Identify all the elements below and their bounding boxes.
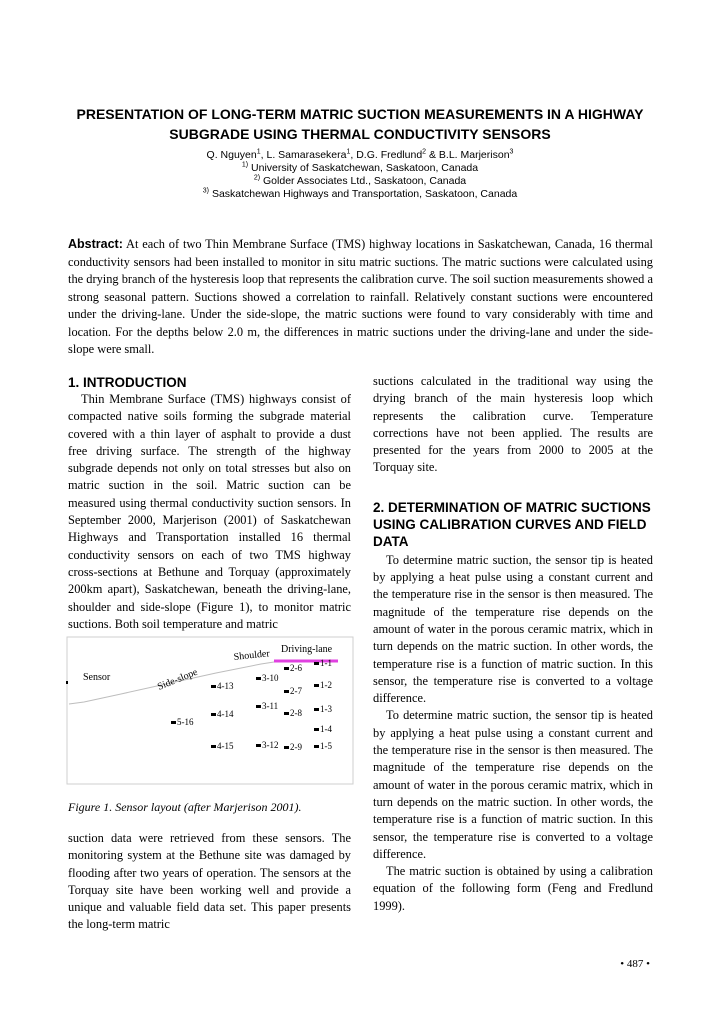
sensor-marker-3-11 [256, 705, 261, 708]
right-column [373, 373, 653, 915]
sensor-marker-1-4 [314, 728, 319, 731]
sensor-label-3-12: 3-12 [262, 740, 279, 750]
label-driving-lane: Driving-lane [281, 644, 333, 655]
sensor-layout-diagram [66, 636, 356, 788]
figure-frame [67, 637, 353, 784]
sensor-label-2-9: 2-9 [290, 742, 302, 752]
sensor-marker-1-1 [314, 662, 319, 665]
affiliation-2 [60, 175, 660, 188]
figure-sensor-layout [66, 636, 356, 788]
paragraph: To determine matric suction, the sensor tip is heated by applying a heat pulse using a constant current and the temperature rise in the sensor is then measured. The magnitude of the temperature rise depends on the amount of water in the porous ceramic matrix, which in turn depends on the matric suction. In other words, the temperature rise is a function of matric suction. In this sensor, the temperature rise is converted to a voltage difference. [373, 708, 653, 861]
sensor-marker-4-15 [211, 745, 216, 748]
author-block [60, 149, 660, 201]
sensor-marker-1-3 [314, 708, 319, 711]
sensor-marker-2-9 [284, 746, 289, 749]
sensor-label-3-10: 3-10 [262, 673, 279, 683]
affiliation-text: University of Saskatchewan, Saskatoon, Canada [251, 162, 479, 174]
abstract [68, 236, 653, 359]
sensor-marker-2-7 [284, 690, 289, 693]
sensor-label-2-6: 2-6 [290, 663, 302, 673]
introduction-body-continued [68, 830, 351, 934]
author-affiliation-mark: 1 [256, 148, 261, 156]
author-name: L. Samarasekera [266, 149, 347, 161]
section-heading-calibration: 2. DETERMINATION OF MATRIC SUCTIONS USING CALIBRATION CURVES AND FIELD DATA [373, 499, 651, 549]
affiliation-text: Golder Associates Ltd., Saskatoon, Canada [263, 175, 467, 187]
sensor-label-5-16: 5-16 [177, 717, 194, 727]
sensor-marker-3-12 [256, 744, 261, 747]
sensor-marker-1-2 [314, 684, 319, 687]
introduction-body [68, 391, 351, 633]
sensor-marker-5-16 [171, 721, 176, 724]
sensor-label-1-5: 1-5 [320, 741, 332, 751]
paragraph: Thin Membrane Surface (TMS) highways consist of compacted native soils forming the subgrade material covered with a thin layer of asphalt to provide a dust free driving surface. The strength of the highway subgrade depends not only on total stresses but also on matric suction in the soil. Matric suction can be measured using thermal conductivity suction sensors. In September 2000, Marjerison (2001) of Saskatchewan Highways and Transportation installed 16 thermal conductivity sensors on each of two TMS highway cross-sections at Bethune and Torquay (approximately 200km apart), Saskatchewan, beneath the driving-lane, shoulder and side-slope (Figure 1), to monitor matric suctions. Both soil temperature and matric [68, 392, 351, 631]
author-line [60, 149, 660, 162]
sensor-label-2-8: 2-8 [290, 708, 302, 718]
sensor-label-4-15: 4-15 [217, 741, 234, 751]
section-heading-introduction: 1. INTRODUCTION [68, 375, 187, 390]
sensor-marker-2-6 [284, 667, 289, 670]
affiliation-3 [60, 188, 660, 201]
affiliation-1 [60, 162, 660, 175]
author-separator: , [260, 149, 267, 161]
paragraph: suctions calculated in the traditional way using the drying branch of the main hysteresis loop which represents the calibration curve. Temperature corrections have not been applied. The results are presented for the years from 2000 to 2005 at the Torquay site. [373, 374, 653, 475]
affiliation-mark: 3) [202, 187, 210, 195]
sensor-label-2-7: 2-7 [290, 686, 302, 696]
affiliation-mark: 2) [253, 174, 261, 182]
sensor-label-4-13: 4-13 [217, 681, 234, 691]
sensor-label-1-2: 1-2 [320, 680, 332, 690]
sensor-label-1-3: 1-3 [320, 704, 332, 714]
paragraph: To determine matric suction, the sensor tip is heated by applying a heat pulse using a constant current and the temperature rise in the sensor is then measured. The magnitude of the temperature rise depends on the amount of water in the porous ceramic matrix, which in turn depends on the matric suction. In other words, the temperature rise is a function of matric suction. In this sensor, the temperature rise is converted to a voltage difference. [373, 552, 653, 706]
author-name: D.G. Fredlund [356, 149, 423, 161]
label-shoulder: Shoulder [233, 648, 271, 663]
abstract-label: Abstract: [68, 237, 123, 251]
sensor-legend-marker [66, 681, 68, 684]
author-affiliation-mark: 3 [509, 148, 514, 156]
author-affiliation-mark: 1 [346, 148, 351, 156]
sensor-marker-3-10 [256, 677, 261, 680]
figure-caption: Figure 1. Sensor layout (after Marjerison 2001). [68, 800, 302, 814]
author-separator: & [426, 149, 439, 161]
sensor-label-1-1: 1-1 [320, 658, 332, 668]
sensor-marker-2-8 [284, 712, 289, 715]
author-affiliation-mark: 2 [422, 148, 427, 156]
sensor-label-1-4: 1-4 [320, 724, 332, 734]
paragraph: suction data were retrieved from these sensors. The monitoring system at the Bethune site was damaged by flooding after two years of operation. The sensors at the Torquay site have been working well and provide a unique and valuable field data set. This paper presents the long-term matric [68, 831, 351, 932]
affiliation-mark: 1) [241, 161, 249, 169]
author-name: Q. Nguyen [206, 149, 257, 161]
sensor-marker-4-13 [211, 685, 216, 688]
affiliation-text: Saskatchewan Highways and Transportation, Saskatoon, Canada [211, 188, 518, 200]
label-side-slope: Side-slope [156, 666, 200, 693]
paragraph: The matric suction is obtained by using a calibration equation of the following form (Feng and Fredlund 1999). [373, 864, 653, 913]
page-number: • 487 • [620, 958, 650, 970]
paper-title: PRESENTATION OF LONG-TERM MATRIC SUCTION MEASUREMENTS IN A HIGHWAY SUBGRADE USING THERMAL CONDUCTIVITY SENSORS [76, 106, 644, 142]
sensor-label-4-14: 4-14 [217, 709, 234, 719]
label-sensor: Sensor [83, 672, 111, 683]
author-separator: , [350, 149, 357, 161]
author-name: B.L. Marjerison [438, 149, 510, 161]
sensor-marker-1-5 [314, 745, 319, 748]
sensor-label-3-11: 3-11 [262, 701, 279, 711]
sensor-marker-4-14 [211, 713, 216, 716]
abstract-text: At each of two Thin Membrane Surface (TMS) highway locations in Saskatchewan, Canada, 16 thermal conductivity sensors had been installed to monitor in situ matric suctions. The matric suctions were calculated using the drying branch of the hysteresis loop that represents the calibration curve. The soil suction measurements showed a strong seasonal pattern. Suctions showed a correlation to rainfall. Relatively constant suctions were encountered under the driving-lane. Under the side-slope, the matric suctions were found to vary considerably with time and location. For the depths below 2.0 m, the differences in matric suctions under the driving-lane and under the side-slope were small. [68, 237, 653, 356]
